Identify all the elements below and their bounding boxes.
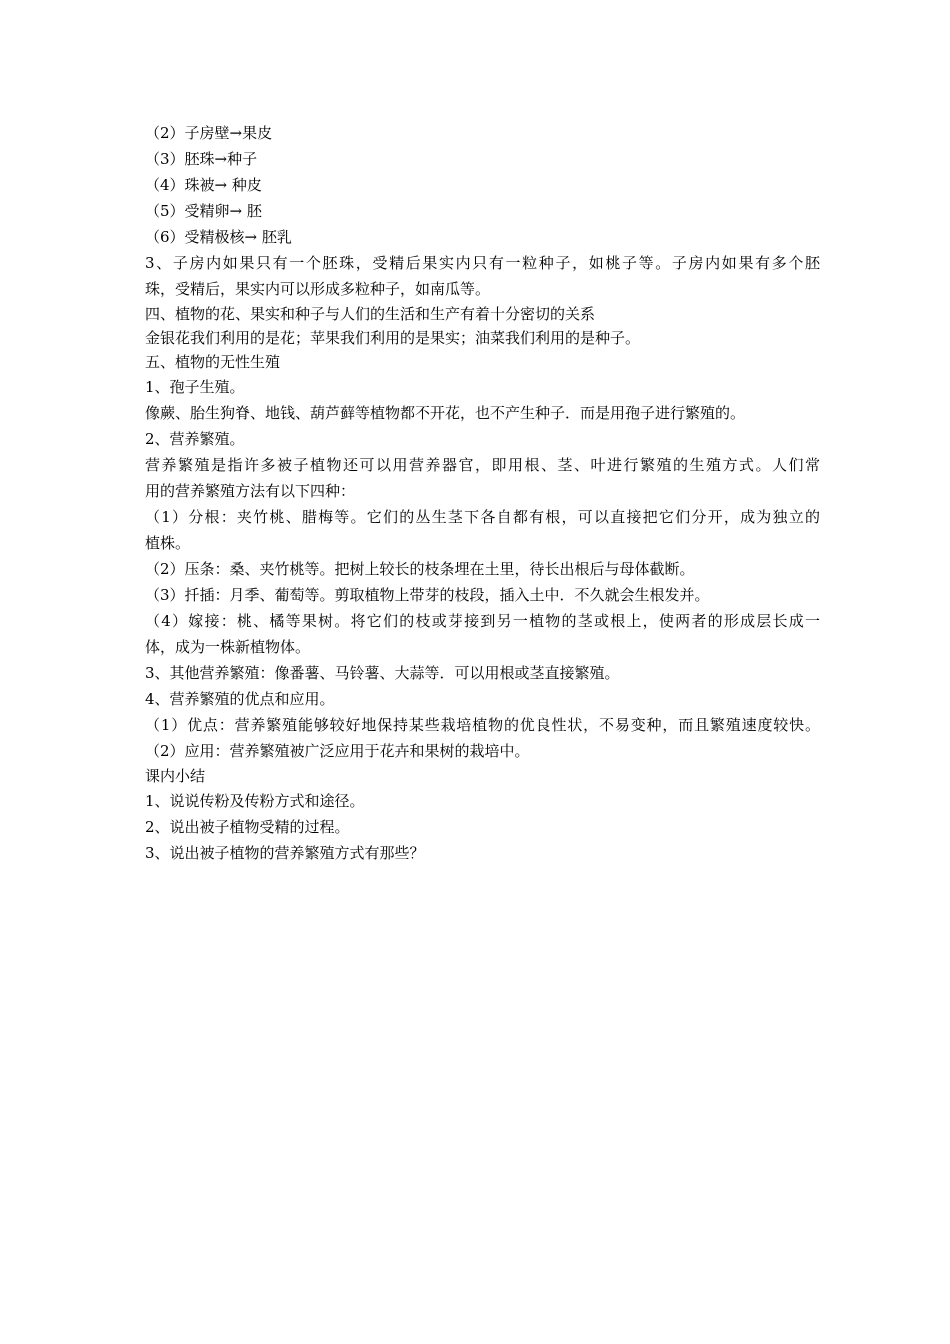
text-line: 用的营养繁殖方法有以下四种： [145,482,356,500]
section-heading: 五、植物的无性生殖 [145,353,281,371]
text-line: （2）压条：桑、夹竹桃等。把树上较长的枝条埋在土里，待长出根后与母体截断。 [145,560,695,578]
text-line: 植株。 [145,534,191,552]
text-line: （3）胚珠→种子 [145,150,258,168]
text-line: （5）受精卵→ 胚 [145,202,262,220]
text-line: 营养繁殖是指许多被子植物还可以用营养器官，即用根、茎、叶进行繁殖的生殖方式。人们常 [145,456,820,474]
text-line: （4）珠被→ 种皮 [145,176,262,194]
text-line: （1）优点：营养繁殖能够较好地保持某些栽培植物的优良性状，不易变种，而且繁殖速度较快。 [145,716,820,734]
text-line: （1）分根：夹竹桃、腊梅等。它们的丛生茎下各自都有根，可以直接把它们分开，成为独立的 [145,508,820,526]
text-line: 3、说出被子植物的营养繁殖方式有那些？ [145,844,425,862]
document-body [145,120,820,866]
text-line: 1、说说传粉及传粉方式和途径。 [145,792,365,810]
text-line: （2）子房壁→果皮 [145,124,273,142]
text-line: （4）嫁接：桃、橘等果树。将它们的枝或芽接到另一植物的茎或根上，使两者的形成层长成一 [145,612,820,630]
text-line: 珠，受精后，果实内可以形成多粒种子，如南瓜等。 [145,280,491,298]
text-line: 2、营养繁殖。 [145,430,245,448]
text-line: 3、子房内如果只有一个胚珠，受精后果实内只有一粒种子，如桃子等。子房内如果有多个胚 [145,254,820,272]
section-heading: 四、植物的花、果实和种子与人们的生活和生产有着十分密切的关系 [145,305,596,323]
text-line: 4、营养繁殖的优点和应用。 [145,690,335,708]
text-line: （6）受精极核→ 胚乳 [145,228,292,246]
text-line: 体，成为一株新植物体。 [145,638,311,656]
text-line: 3、其他营养繁殖：像番薯、马铃薯、大蒜等．可以用根或茎直接繁殖。 [145,664,620,682]
text-line: 金银花我们利用的是花；苹果我们利用的是果实；油菜我们利用的是种子。 [145,329,641,347]
text-line: （2）应用：营养繁殖被广泛应用于花卉和果树的栽培中。 [145,742,530,760]
text-line: 2、说出被子植物受精的过程。 [145,818,350,836]
section-heading: 课内小结 [145,767,206,785]
text-line: 1、孢子生殖。 [145,378,245,396]
text-line: 像蕨、胎生狗脊、地钱、葫芦藓等植物都不开花，也不产生种子．而是用孢子进行繁殖的。 [145,404,746,422]
text-line: （3）扦插：月季、葡萄等。剪取植物上带芽的枝段，插入土中．不久就会生根发并。 [145,586,710,604]
